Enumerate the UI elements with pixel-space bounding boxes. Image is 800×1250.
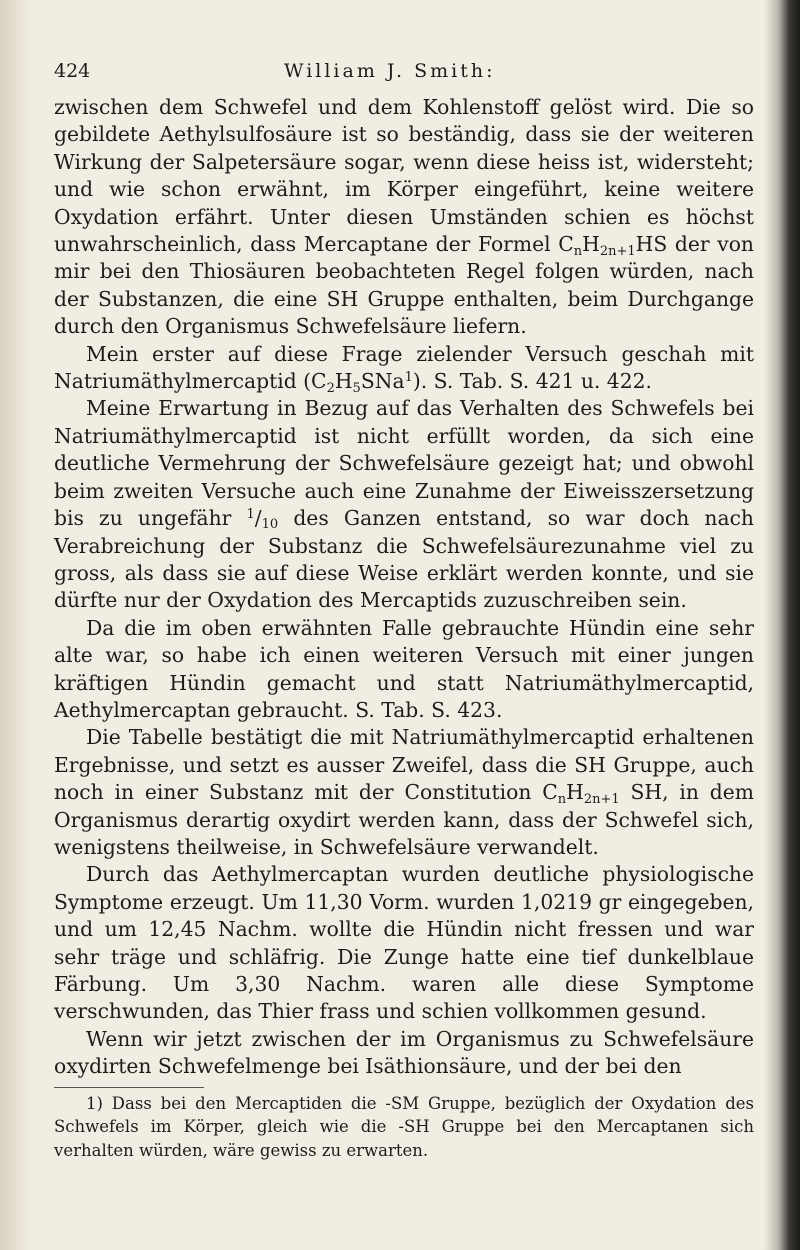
- paragraph-1: zwischen dem Schwefel und dem Kohlenstoff gelöst wird. Die so gebildete Aethylsulfosäure ist so beständig, dass sie der weiteren Wirkung der Salpetersäure sogar, wenn diese heiss ist, widersteht; und wie schon erwähnt, im Körper eingeführt, keine weitere Oxydation erfährt. Unter diesen Umständen schien es höchst unwahrscheinlich, dass Mercaptane der Formel $C_nH_{2n+1}HS$ der von mir bei den Thiosäuren beobachteten Regel folgen würden, nach der Substanzen, die eine SH Gruppe enthalten, beim Durchgange durch den Organismus Schwefelsäure liefern.: [54, 95, 754, 339]
- page-binding-right: [764, 0, 800, 1250]
- footnote-reference: 1: [404, 370, 413, 386]
- paragraph-4: Da die im oben erwähnten Falle gebrauchte Hündin eine sehr alte war, so habe ich einen weiteren Versuch mit einer jungen kräftigen Hündin gemacht und statt Natriumäthylmercaptid, Aethylmercaptan gebraucht. S. Tab. S. 423.: [54, 615, 754, 722]
- paragraph-3: Meine Erwartung in Bezug auf das Verhalten des Schwefels bei Natriumäthylmercaptid ist nicht erfüllt worden, da sich eine deutliche Vermehrung der Schwefelsäure gezeigt hat; und obwohl beim zweiten Versuche auch eine Zunahme der Eiweisszersetzung bis zu ungefähr $^1$/10 des Ganzen entstand, so war doch nach Verabreichung der Substanz die Schwefelsäurezunahme viel zu gross, als dass sie auf diese Weise erklärt werden konnte, und sie dürfte nur der Oxydation des Mercaptids zuzuschreiben sein.: [54, 396, 754, 613]
- running-head: William J. Smith:: [284, 60, 496, 82]
- page-binding-left: [0, 0, 30, 1250]
- footnote: 1) Dass bei den Mercaptiden die -SM Gruppe, bezüglich der Oxydation des Schwefels im Körper, gleich wie die -SH Gruppe bei den Mercaptanen sich verhalten würden, wäre gewiss zu erwarten.: [54, 1093, 754, 1160]
- paragraph-6: Durch das Aethylmercaptan wurden deutliche physiologische Symptome erzeugt. Um 11,30 Vorm. wurden 1,0219 gr eingegeben, und um 12,45 Nachm. wollte die Hündin nicht fressen und war sehr träge und schläfrig. Die Zunge hatte eine tief dunkelblaue Färbung. Um 3,30 Nachm. waren alle diese Symptome verschwunden, das Thier frass und schien vollkommen gesund.: [54, 862, 754, 1024]
- page-number: 424: [54, 60, 91, 82]
- document-page: [54, 60, 754, 1162]
- footnote-rule: [54, 1087, 204, 1088]
- body-text: [54, 94, 754, 1081]
- paragraph-2: Mein erster auf diese Frage zielender Versuch geschah mit Natriumäthylmercaptid $(C_2H_5SNa^1)$. S. Tab. S. 421 u. 422.: [54, 341, 754, 397]
- formula-mercaptan: $C_nH_{2n+1}HS$: [558, 232, 668, 260]
- page-header: [54, 60, 754, 94]
- fraction: $^1$/10: [246, 506, 279, 533]
- paragraph-5: Die Tabelle bestätigt die mit Natriumäthylmercaptid erhaltenen Ergebnisse, und setzt es ausser Zweifel, dass die SH Gruppe, auch noch in einer Substanz mit der Constitution $C_nH_{2n+1}$ SH, in dem Organismus derartig oxydirt werden kann, dass der Schwefel sich, wenigstens theilweise, in Schwefelsäure verwandelt.: [54, 725, 754, 859]
- footnote-number: 1): [86, 1093, 103, 1113]
- paragraph-7: Wenn wir jetzt zwischen der im Organismus zu Schwefelsäure oxydirten Schwefelmenge bei Isäthionsäure, und der bei den: [54, 1026, 754, 1079]
